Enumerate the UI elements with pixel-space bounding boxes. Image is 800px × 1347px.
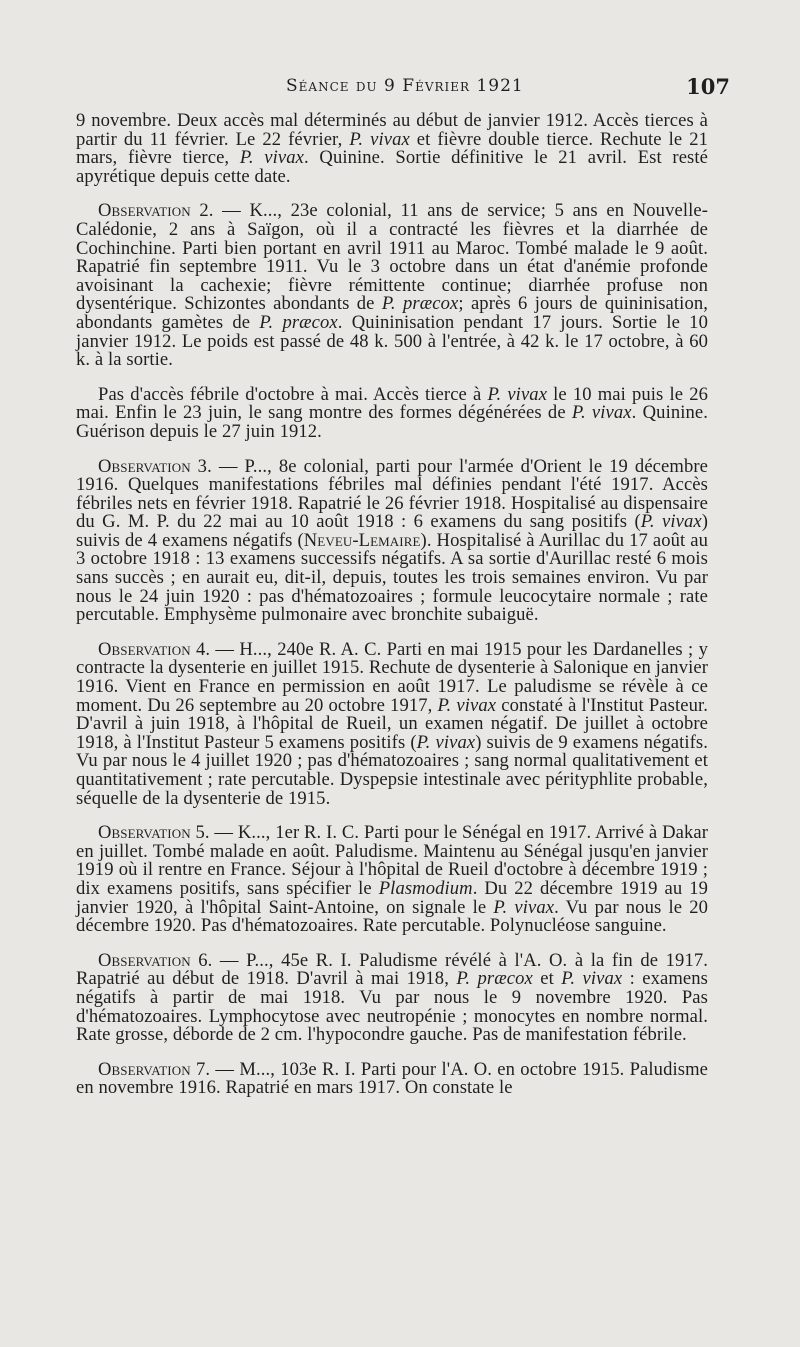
text-segment: et [532, 968, 562, 990]
text-segment: Neveu-Lemaire [303, 529, 421, 551]
text-segment: — K..., 1er R. I. C. Parti pour le Sénégal en 1917. Arrivé à Dakar en juillet. Tombé malade en août. Paludisme. Maintenu au Sénégal jusqu'en janvier 1919 où il rentre en France. Séjour à l'hôpital de Rueil d'octobre à décembre 1919 ; dix examens positifs, sans spécifier le [76, 822, 708, 899]
text-segment: . Quininisation pendant 17 jours. Sortie le 10 janvier 1912. Le poids est passé de 48 k. 500 à l'entrée, à 42 k. le 17 octobre, à 60 k. à la sortie. [76, 311, 708, 371]
text-segment: — P..., 45e R. I. Paludisme révélé à l'A. O. à la fin de 1917. Rapatrié au début de 1918. D'avril à mai 1918, [76, 949, 708, 990]
text-segment: . Du 22 décembre 1919 au 19 janvier 1920, à l'hôpital Saint-Antoine, on signale le [76, 877, 708, 918]
running-title: Séance du 9 Février 1921 [286, 76, 524, 96]
text-segment: . Quinine. Sortie définitive le 21 avril. Est resté apyrétique depuis cette date. [76, 147, 709, 187]
text-segment: 9 novembre. Deux accès mal déterminés au début de janvier 1912. Accès tierces à partir du 11 février. Le 22 février, [76, 110, 708, 150]
paragraph-obs-2 [76, 202, 708, 369]
page-number: 107 [686, 74, 730, 99]
text-segment: : examens négatifs à partir de mai 1918. Vu par nous le 9 novembre 1920. Pas d'hématozoaires. Lymphocytose avec neutropénie ; monocytes en nombre normal. Rate grosse, déborde de 2 cm. l'hypocondre gauche. Pas de manifestation fébrile. [76, 968, 709, 1046]
italic-text: Plasmodium [378, 877, 473, 899]
italic-text: P. vivax [487, 383, 548, 405]
paragraph-obs-6 [76, 949, 709, 1046]
observation-label: Observation 3. [98, 455, 212, 477]
italic-text: P. vivax [493, 896, 555, 918]
observation-label: Observation 4. [98, 638, 211, 660]
paragraph-obs-2b [76, 383, 708, 442]
italic-text: P. præcox [456, 968, 533, 990]
text-segment: ). Hospitalisé à Aurillac du 17 août au 3 octobre 1918 : 13 examens successifs négatifs. A sa sortie d'Aurillac resté 6 mois sans succès ; en aurait eu, dit-il, depuis, toutes les trois semaines environ. Vu par nous le 24 juin 1920 : pas d'hématozoaires ; formule leucocytaire normale ; rate percutable. Emphysème pulmonaire avec bronchite subaiguë. [76, 529, 709, 626]
italic-text: P. vivax [437, 694, 497, 716]
italic-text: P. præcox [259, 311, 338, 333]
observation-label: Observation 2. [98, 200, 214, 222]
text-segment: . Vu par nous le 20 décembre 1920. Pas d'hématozoaires. Rate percutable. Polynucléose sanguine. [76, 896, 709, 937]
text-segment: — P..., 8e colonial, parti pour l'armée d'Orient le 19 décembre 1916. Quelques manifestations fébriles mal définies pendant l'été 1917. Accès fébriles nets en février 1918. Rapatrié le 26 février 1918. Hospitalisé au dispensaire du G. M. P. du 22 mai au 10 août 1918 : 6 examens du sang positifs ( [76, 455, 708, 533]
text-segment: ) suivis de 9 examens négatifs. Vu par nous le 4 juillet 1920 ; pas d'hématozoaires ; sang normal qualitativement et quantitativement ; rate percutable. Dyspepsie intestinale avec pérityphlite probable, séquelle de la dysenterie de 1915. [76, 731, 709, 809]
text-segment: Pas d'accès fébrile d'octobre à mai. Accès tierce à [98, 383, 488, 405]
italic-text: P. vivax [571, 402, 632, 424]
observation-label: Observation 6. [98, 949, 213, 971]
italic-text: P. vivax [561, 968, 623, 990]
text-segment: ; après 6 jours de quininisation, abondants gamètes de [76, 293, 708, 333]
text-segment: et fièvre double tierce. Rechute le 21 mars, fièvre tierce, [76, 128, 709, 169]
paragraph-obs-3 [76, 455, 709, 626]
text-segment: constaté à l'Institut Pasteur. D'avril à juin 1918, à l'hôpital de Rueil, un examen négatif. De juillet à octobre 1918, à l'Institut Pasteur 5 examens positifs ( [76, 694, 708, 753]
text-segment: ) suivis de 4 examens négatifs ( [76, 511, 708, 551]
text-segment: le 10 mai puis le 26 mai. Enfin le 23 juin, le sang montre des formes dégénérées de [76, 383, 708, 424]
text-segment: . Quinine. Guérison depuis le 27 juin 1912. [76, 402, 708, 442]
italic-text: P. vivax [416, 731, 476, 753]
paragraph-obs-7 [76, 1058, 708, 1099]
body-text [76, 112, 708, 1098]
text-segment: — M..., 103e R. I. Parti pour l'A. O. en octobre 1915. Paludisme en novembre 1916. Rapatrié en mars 1917. On constate le [76, 1058, 708, 1099]
text-segment: — H..., 240e R. A. C. Parti en mai 1915 pour les Dardanelles ; y contracte la dysenterie en juillet 1915. Rechute de dysenterie à Salonique en janvier 1916. Vient en France en permission en août 1917. Le paludisme se révèle à ce moment. Du 26 septembre au 20 octobre 1917, [76, 638, 708, 716]
paragraph-obs-4 [76, 638, 709, 809]
page-header [76, 72, 730, 112]
italic-text: P. vivax [349, 128, 410, 150]
italic-text: P. præcox [381, 293, 459, 315]
observation-label: Observation 5. [98, 822, 210, 844]
text-segment: — K..., 23e colonial, 11 ans de service; 5 ans en Nouvelle-Calédonie, 2 ans à Saïgon, où il a contracté les fièvres et la diarrhée de Cochinchine. Parti bien portant en avril 1911 au Maroc. Tombé malade le 9 août. Rapatrié fin septembre 1911. Vu le 3 octobre dans un état d'anémie profonde avoisinant la cachexie; fièvre rémittente continue; diarrhée profuse non dysentérique. Schizontes abondants de [76, 200, 708, 315]
italic-text: P. vivax [640, 511, 702, 533]
italic-text: P. vivax [239, 147, 305, 169]
paragraph-obs-5 [76, 824, 708, 936]
observation-label: Observation 7. [98, 1058, 211, 1080]
paragraph-p-cont [76, 112, 708, 186]
